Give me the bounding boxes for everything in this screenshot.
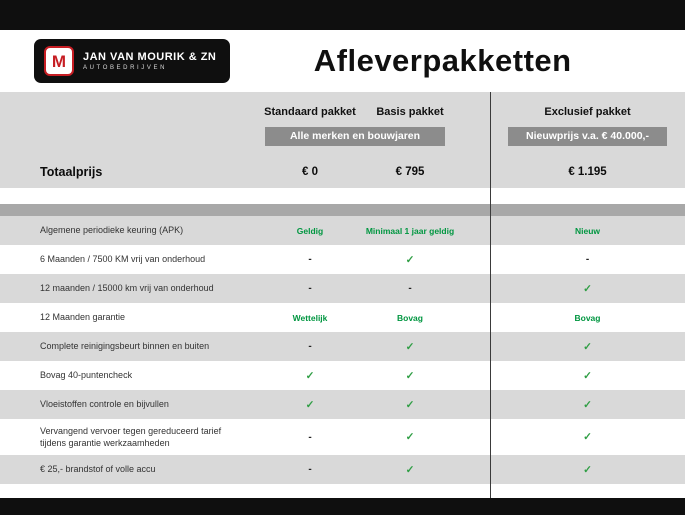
column-divider <box>490 92 491 498</box>
logo-monogram-icon: M <box>44 46 74 76</box>
cell-basis: ✓ <box>405 398 415 411</box>
table-row <box>0 274 685 303</box>
row-label: Bovag 40-puntencheck <box>40 370 133 381</box>
totals-label: Totaalprijs <box>40 165 103 179</box>
cell-basis: Minimaal 1 jaar geldig <box>365 225 455 236</box>
top-black-bar <box>0 0 685 30</box>
cell-exclusief: Nieuw <box>574 225 601 236</box>
cell-basis: Bovag <box>397 312 423 323</box>
header-gap <box>0 188 685 204</box>
company-logo <box>34 39 230 83</box>
row-label: 6 Maanden / 7500 KM vrij van onderhoud <box>40 254 206 265</box>
logo-subtitle: AUTOBEDRIJVEN <box>83 65 168 71</box>
badge-new-price: Nieuwprijs v.a. € 40.000,- <box>508 127 667 146</box>
row-label: 12 maanden / 15000 km vrij van onderhoud <box>40 283 214 294</box>
table-footer-gap <box>0 484 685 498</box>
cell-standaard: ✓ <box>305 398 315 411</box>
row-label: € 25,- brandstof of volle accu <box>40 464 156 475</box>
bottom-black-bar <box>0 498 685 515</box>
column-headers-row <box>0 102 685 122</box>
cell-exclusief: ✓ <box>583 340 592 353</box>
cell-standaard: - <box>308 431 312 443</box>
cell-exclusief: - <box>585 254 590 265</box>
page-title: Afleverpakketten <box>313 43 572 78</box>
cell-basis: - <box>408 283 412 294</box>
packages-table <box>0 92 685 498</box>
column-header-exclusief: Exclusief pakket <box>544 106 631 118</box>
totals-row <box>0 156 685 188</box>
table-row <box>0 419 685 455</box>
cell-basis: ✓ <box>405 340 415 353</box>
cell-basis: ✓ <box>405 431 415 443</box>
row-label: 12 Maanden garantie <box>40 312 126 323</box>
row-label: Vervangend vervoer tegen gereduceerd tarief tijdens garantie werkzaamheden <box>40 425 222 448</box>
table-row <box>0 303 685 332</box>
cell-standaard: ✓ <box>305 369 315 382</box>
badge-all-brands: Alle merken en bouwjaren <box>265 127 445 146</box>
table-row <box>0 361 685 390</box>
feature-rows <box>0 216 685 484</box>
total-standaard: € 0 <box>302 166 318 178</box>
cell-standaard: Wettelijk <box>292 312 328 323</box>
table-row <box>0 332 685 361</box>
cell-standaard: - <box>308 464 312 475</box>
logo-text <box>83 51 216 71</box>
page-header <box>0 30 685 92</box>
cell-exclusief: Bovag <box>574 312 601 323</box>
table-row <box>0 245 685 274</box>
cell-basis: ✓ <box>405 253 415 266</box>
table-row <box>0 455 685 484</box>
cell-standaard: Geldig <box>296 225 324 236</box>
row-label: Algemene periodieke keuring (APK) <box>40 225 184 236</box>
column-header-basis: Basis pakket <box>376 106 444 118</box>
badges-row <box>0 124 685 148</box>
total-exclusief: € 1.195 <box>568 166 607 178</box>
cell-exclusief: ✓ <box>583 282 592 295</box>
separator-band <box>0 204 685 216</box>
row-label: Vloeistoffen controle en bijvullen <box>40 399 169 410</box>
cell-exclusief: ✓ <box>583 463 592 476</box>
cell-standaard: - <box>308 254 312 265</box>
cell-exclusief: ✓ <box>583 369 592 382</box>
cell-standaard: - <box>308 341 312 352</box>
cell-exclusief: ✓ <box>583 398 592 411</box>
total-basis: € 795 <box>395 166 425 178</box>
table-row <box>0 390 685 419</box>
table-row <box>0 216 685 245</box>
row-label: Complete reinigingsbeurt binnen en buiten <box>40 341 210 352</box>
column-header-standaard: Standaard pakket <box>264 106 356 118</box>
logo-company-name: JAN VAN MOURIK & ZN <box>83 51 217 63</box>
cell-standaard: - <box>308 283 312 294</box>
cell-basis: ✓ <box>405 463 415 476</box>
cell-basis: ✓ <box>405 369 415 382</box>
table-header-block <box>0 92 685 188</box>
cell-exclusief: ✓ <box>583 431 592 443</box>
